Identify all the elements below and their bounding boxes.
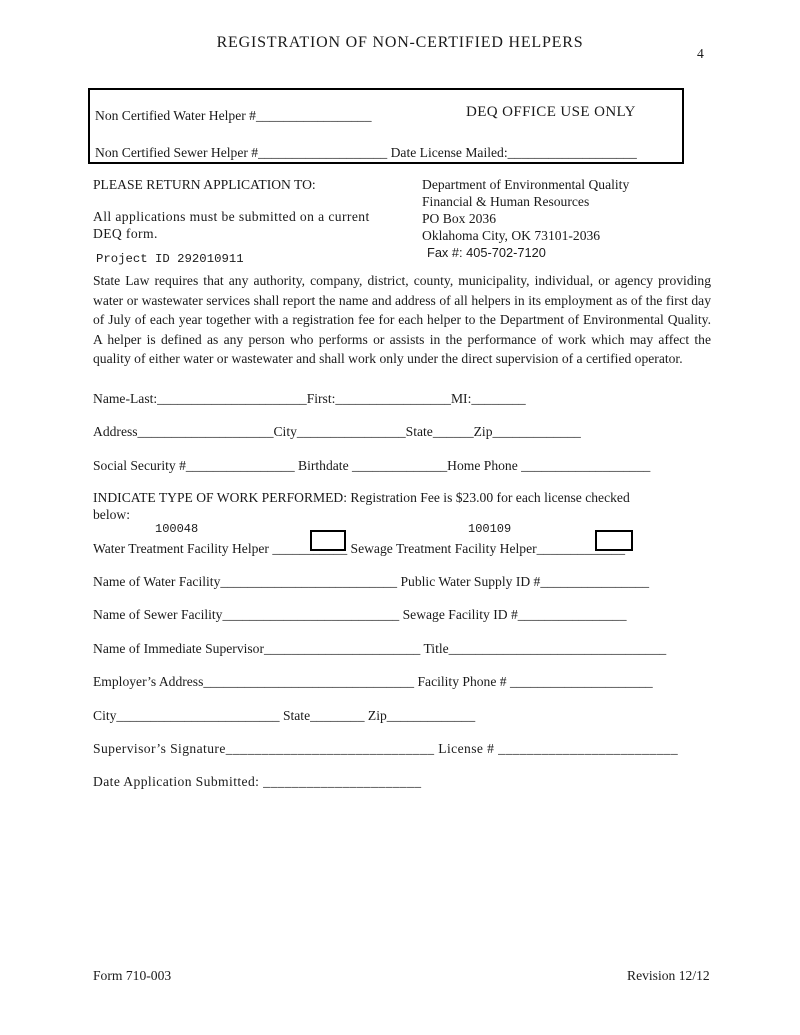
water-facility-field-line: Name of Water Facility__________________________ Public Water Supply ID #________________: [93, 574, 650, 589]
department-name: Department of Environmental Quality: [422, 177, 630, 192]
name-field-line: Name-Last:______________________First:_________________MI:________: [93, 391, 526, 406]
date-submitted-field-line: Date Application Submitted: ______________________: [93, 774, 422, 789]
water-helper-license-code: 100048: [155, 522, 199, 536]
ssn-birthdate-phone-field-line: Social Security #________________ Birthdate ______________Home Phone ___________________: [93, 458, 651, 473]
water-helper-checkbox: [310, 530, 346, 551]
revision-label: Revision 12/12: [627, 968, 710, 983]
water-helper-number-field: Non Certified Water Helper #_________________: [95, 108, 372, 123]
return-application-heading: PLEASE RETURN APPLICATION TO:: [93, 177, 316, 192]
city-state-zip-field-line: City________________________ State________ Zip_____________: [93, 708, 476, 723]
submission-note-line1: All applications must be submitted on a current: [93, 209, 370, 224]
sewer-helper-number-field: Non Certified Sewer Helper #___________________ Date License Mailed:___________________: [95, 145, 637, 160]
employer-address-field-line: Employer’s Address_______________________________ Facility Phone # _____________________: [93, 674, 653, 689]
submission-note-line2: DEQ form.: [93, 226, 158, 241]
project-id: Project ID 292010911: [96, 252, 244, 266]
supervisor-signature-field-line: Supervisor’s Signature_____________________________ License # _________________________: [93, 741, 679, 756]
department-po-box: PO Box 2036: [422, 211, 497, 226]
form-title: REGISTRATION OF NON-CERTIFIED HELPERS: [216, 34, 584, 51]
supervisor-title-field-line: Name of Immediate Supervisor_______________________ Title________________________________: [93, 641, 667, 656]
page-number: 4: [697, 46, 704, 61]
sewage-helper-checkbox: [595, 530, 633, 551]
sewage-helper-license-code: 100109: [468, 522, 512, 536]
statute-paragraph: State Law requires that any authority, company, district, county, municipality, individual, or agency providing water or wastewater services shall report the name and address of all helpers in its employment as of the first day of July of each year together with a registration fee for each helper to the Department of Environmental Quality. A helper is defined as any person who performs or assists in the performance of work which may affect the quality of either water or wastewater and shall work only under the direct supervision of a certified operator.: [93, 273, 711, 366]
form-number: Form 710-003: [93, 968, 172, 983]
work-type-heading-line1: INDICATE TYPE OF WORK PERFORMED: Registration Fee is $23.00 for each license checked: [93, 490, 630, 505]
department-city-state-zip: Oklahoma City, OK 73101-2036: [422, 228, 601, 243]
sewer-facility-field-line: Name of Sewer Facility__________________________ Sewage Facility ID #________________: [93, 607, 627, 622]
fax-number: Fax #: 405-702-7120: [427, 245, 546, 260]
work-type-heading-line2: below:: [93, 507, 130, 522]
helper-type-field-line: Water Treatment Facility Helper ___________ Sewage Treatment Facility Helper_____________: [93, 541, 625, 556]
department-division: Financial & Human Resources: [422, 194, 590, 209]
deq-office-use-box: [88, 88, 684, 164]
office-use-heading: DEQ OFFICE USE ONLY: [466, 104, 636, 120]
address-field-line: Address____________________City________________State______Zip_____________: [93, 424, 581, 439]
